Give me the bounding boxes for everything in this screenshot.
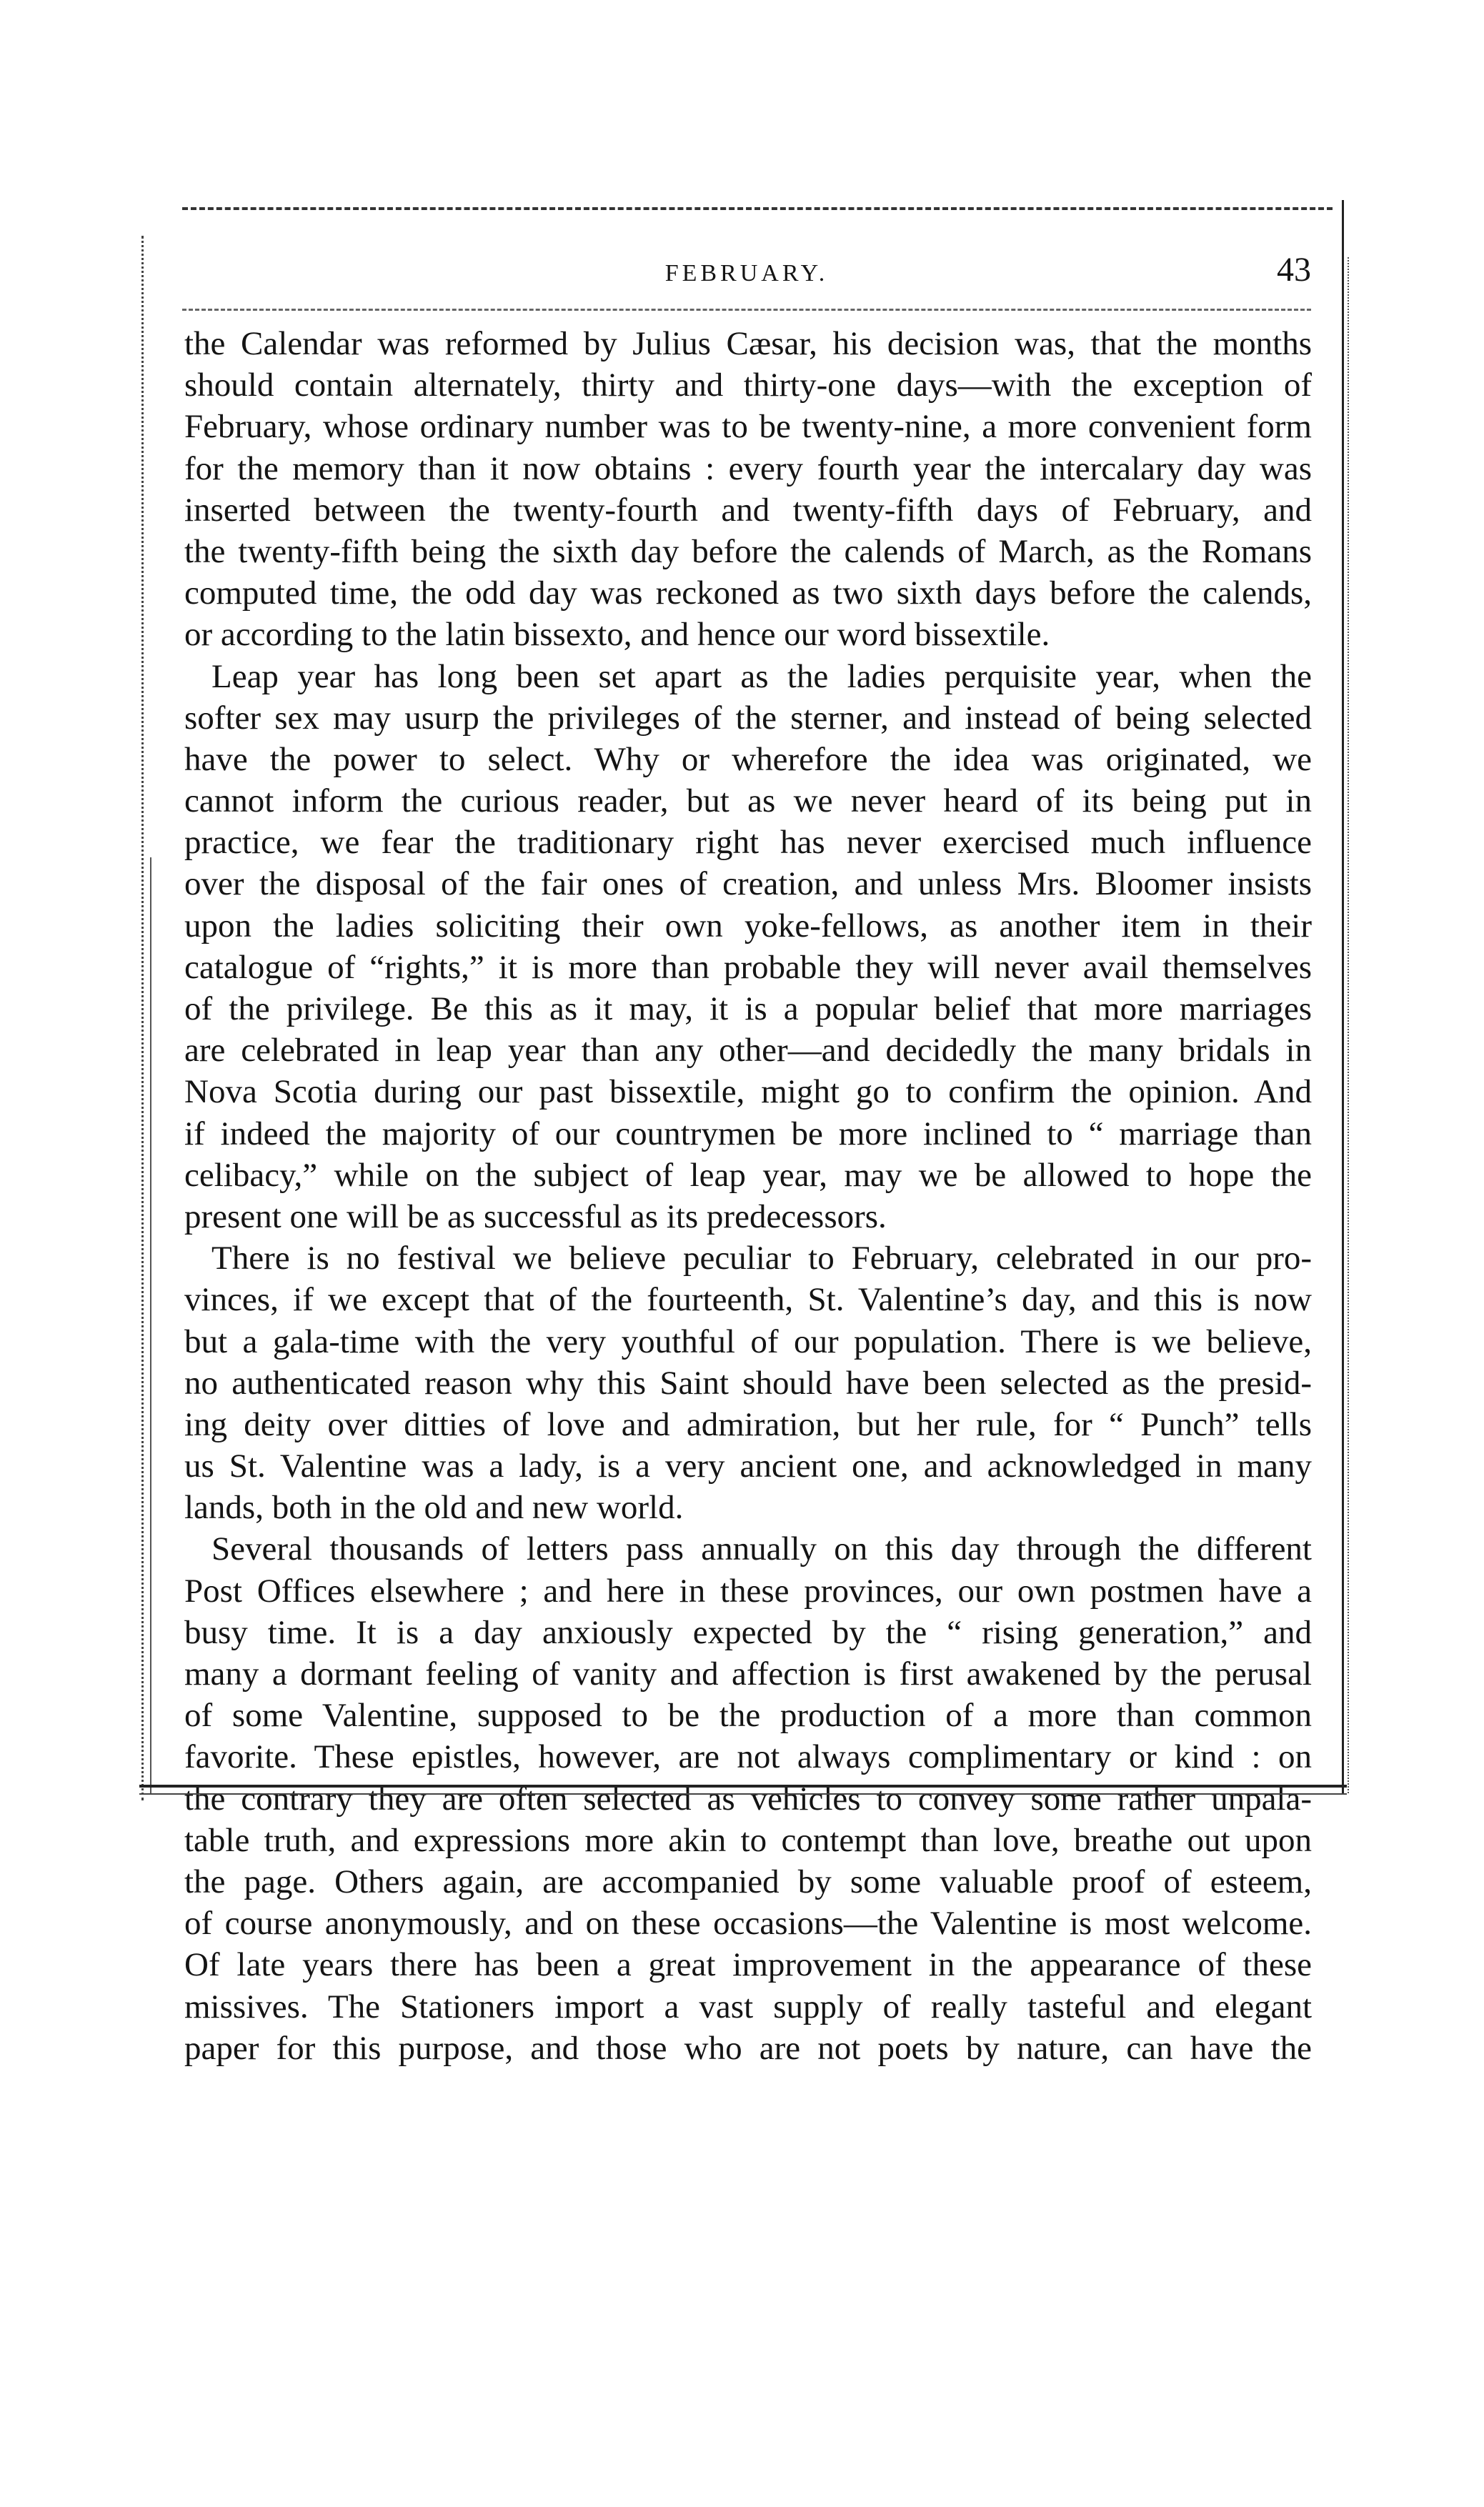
- text-line: of the privilege. Be this as it may, it is a popular belief that more marriages: [184, 990, 1312, 1027]
- text-line: but a gala-time with the very youthful of our population. There is we believe,: [184, 1322, 1312, 1360]
- bottom-rule: [139, 1785, 1347, 1788]
- text-line: practice, we fear the traditionary right has never exercised much influence: [184, 824, 1312, 862]
- text-line: missives. The Stationers import a vast supply of really tasteful and elegant: [184, 1988, 1312, 2025]
- text-line: us St. Valentine was a lady, is a very ancient one, and acknowledged in many: [184, 1447, 1312, 1485]
- text-line: of course anonymously, and on these occasions—the Valentine is most welcome.: [184, 1905, 1312, 1943]
- text-line: the twenty-fifth being the sixth day before the calends of March, as the Romans: [184, 532, 1312, 570]
- running-head: [182, 250, 1311, 300]
- text-line: Several thousands of letters pass annually on this day through the different: [211, 1530, 1312, 1568]
- text-line: busy time. It is a day anxiously expected by the “ rising generation,” and: [184, 1613, 1312, 1651]
- text-line: lands, both in the old and new world.: [184, 1489, 684, 1527]
- text-line: Post Offices elsewhere ; and here in these provinces, our own postmen have a: [184, 1572, 1312, 1610]
- text-line: upon the ladies soliciting their own yoke-fellows, as another item in their: [184, 907, 1312, 945]
- text-line: over the disposal of the fair ones of creation, and unless Mrs. Bloomer insists: [184, 865, 1312, 903]
- text-line: if indeed the majority of our countrymen be more inclined to “ marriage than: [184, 1115, 1312, 1152]
- text-line: are celebrated in leap year than any other—and decidedly the many bridals in: [184, 1032, 1312, 1070]
- text-line: celibacy,” while on the subject of leap year, may we be allowed to hope the: [184, 1156, 1312, 1194]
- text-line: There is no festival we believe peculiar to February, celebrated in our pro-: [211, 1240, 1312, 1277]
- text-line: should contain alternately, thirty and thirty-one days—with the exception of: [184, 367, 1312, 404]
- text-line: favorite. These epistles, however, are not always complimentary or kind : on: [184, 1738, 1312, 1776]
- top-rule: [182, 207, 1333, 210]
- text-line: ing deity over ditties of love and admiration, but her rule, for “ Punch” tells: [184, 1405, 1312, 1443]
- text-line: have the power to select. Why or wherefore the idea was originated, we: [184, 740, 1312, 778]
- bottom-rule-thin: [139, 1793, 1347, 1795]
- text-line: paper for this purpose, and those who are not poets by nature, can have the: [184, 2029, 1312, 2067]
- text-line: inserted between the twenty-fourth and twenty-fifth days of February, and: [184, 491, 1312, 529]
- right-border-inner: [1348, 257, 1349, 1793]
- text-line: softer sex may usurp the privileges of the sterner, and instead of being selected: [184, 699, 1312, 737]
- text-line: for the memory than it now obtains : every fourth year the intercalary day was: [184, 449, 1312, 487]
- text-line: computed time, the odd day was reckoned as two sixth days before the calends,: [184, 574, 1312, 612]
- text-line: the Calendar was reformed by Julius Cæsar, his decision was, that the months: [184, 325, 1312, 362]
- text-line: of some Valentine, supposed to be the production of a more than common: [184, 1697, 1312, 1735]
- left-border-inner: [150, 857, 151, 1793]
- text-line: Leap year has long been set apart as the ladies perquisite year, when the: [211, 657, 1312, 695]
- text-line: catalogue of “rights,” it is more than probable they will never avail themselves: [184, 948, 1312, 986]
- right-border: [1342, 200, 1344, 1793]
- running-title: FEBRUARY.: [664, 260, 829, 286]
- text-line: table truth, and expressions more akin to contempt than love, breathe out upon: [184, 1821, 1312, 1859]
- text-line: present one will be as successful as its predecessors.: [184, 1197, 887, 1235]
- text-line: Nova Scotia during our past bissextile, might go to confirm the opinion. And: [184, 1073, 1312, 1111]
- text-line: or according to the latin bissexto, and hence our word bissextile.: [184, 616, 1050, 654]
- text-line: the contrary they are often selected as vehicles to convey some rather unpala-: [184, 1780, 1312, 1818]
- page-number: 43: [1277, 251, 1311, 289]
- text-line: cannot inform the curious reader, but as we never heard of its being put in: [184, 782, 1312, 820]
- text-line: no authenticated reason why this Saint should have been selected as the presid-: [184, 1364, 1312, 1402]
- text-line: vinces, if we except that of the fourteenth, St. Valentine’s day, and this is now: [184, 1281, 1312, 1319]
- body-text: [184, 323, 1312, 2069]
- text-line: the page. Others again, are accompanied by some valuable proof of esteem,: [184, 1863, 1312, 1900]
- header-rule: [182, 309, 1311, 311]
- text-line: February, whose ordinary number was to be twenty-nine, a more convenient form: [184, 408, 1312, 446]
- left-border: [141, 236, 144, 1800]
- text-line: Of late years there has been a great improvement in the appearance of these: [184, 1946, 1312, 1984]
- text-line: many a dormant feeling of vanity and affection is first awakened by the perusal: [184, 1655, 1312, 1693]
